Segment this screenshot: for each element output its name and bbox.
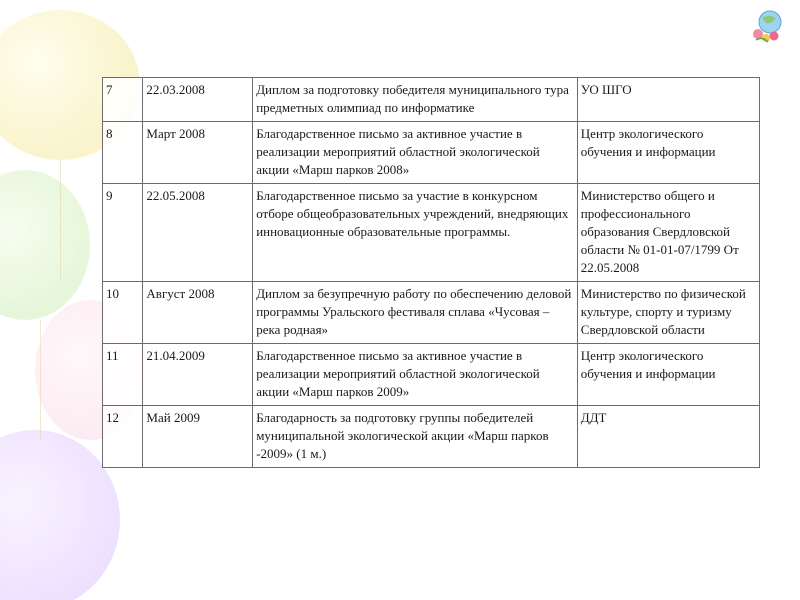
row-organization: ДДТ bbox=[577, 406, 759, 468]
row-description: Диплом за безупречную работу по обеспечению деловой программы Уральского фестиваля сплава «Чусовая – река родная» bbox=[253, 282, 578, 344]
row-number: 7 bbox=[103, 78, 143, 122]
row-number: 9 bbox=[103, 184, 143, 282]
row-date: 21.04.2009 bbox=[143, 344, 253, 406]
row-description: Благодарственное письмо за участие в конкурсном отборе общеобразовательных учреждений, внедряющих инновационные образовательные программы. bbox=[253, 184, 578, 282]
table-row bbox=[103, 122, 760, 184]
row-date: Март 2008 bbox=[143, 122, 253, 184]
row-number: 12 bbox=[103, 406, 143, 468]
row-description: Благодарственное письмо за активное участие в реализации мероприятий областной экологической акции «Марш парков 2008» bbox=[253, 122, 578, 184]
row-organization: Центр экологического обучения и информации bbox=[577, 122, 759, 184]
row-date: Август 2008 bbox=[143, 282, 253, 344]
awards-table bbox=[102, 77, 760, 468]
row-date: 22.05.2008 bbox=[143, 184, 253, 282]
row-date: 22.03.2008 bbox=[143, 78, 253, 122]
row-organization: Министерство общего и профессионального образования Свердловской области № 01-01-07/1799 От 22.05.2008 bbox=[577, 184, 759, 282]
row-number: 11 bbox=[103, 344, 143, 406]
table-row bbox=[103, 184, 760, 282]
row-description: Благодарственное письмо за активное участие в реализации мероприятий областной экологической акции «Марш парков 2009» bbox=[253, 344, 578, 406]
green-balloon-decoration bbox=[0, 170, 90, 320]
row-number: 10 bbox=[103, 282, 143, 344]
balloon-string bbox=[60, 160, 61, 280]
table-row bbox=[103, 282, 760, 344]
table-row bbox=[103, 78, 760, 122]
row-organization: Центр экологического обучения и информации bbox=[577, 344, 759, 406]
table-row bbox=[103, 406, 760, 468]
row-organization: УО ШГО bbox=[577, 78, 759, 122]
balloon-string bbox=[40, 320, 41, 440]
table-row bbox=[103, 344, 760, 406]
row-date: Май 2009 bbox=[143, 406, 253, 468]
globe-flower-icon bbox=[748, 6, 788, 46]
row-description: Благодарность за подготовку группы победителей муниципальной экологической акции «Марш парков -2009» (1 м.) bbox=[253, 406, 578, 468]
row-organization: Министерство по физической культуре, спорту и туризму Свердловской области bbox=[577, 282, 759, 344]
row-number: 8 bbox=[103, 122, 143, 184]
row-description: Диплом за подготовку победителя муниципального тура предметных олимпиад по информатике bbox=[253, 78, 578, 122]
